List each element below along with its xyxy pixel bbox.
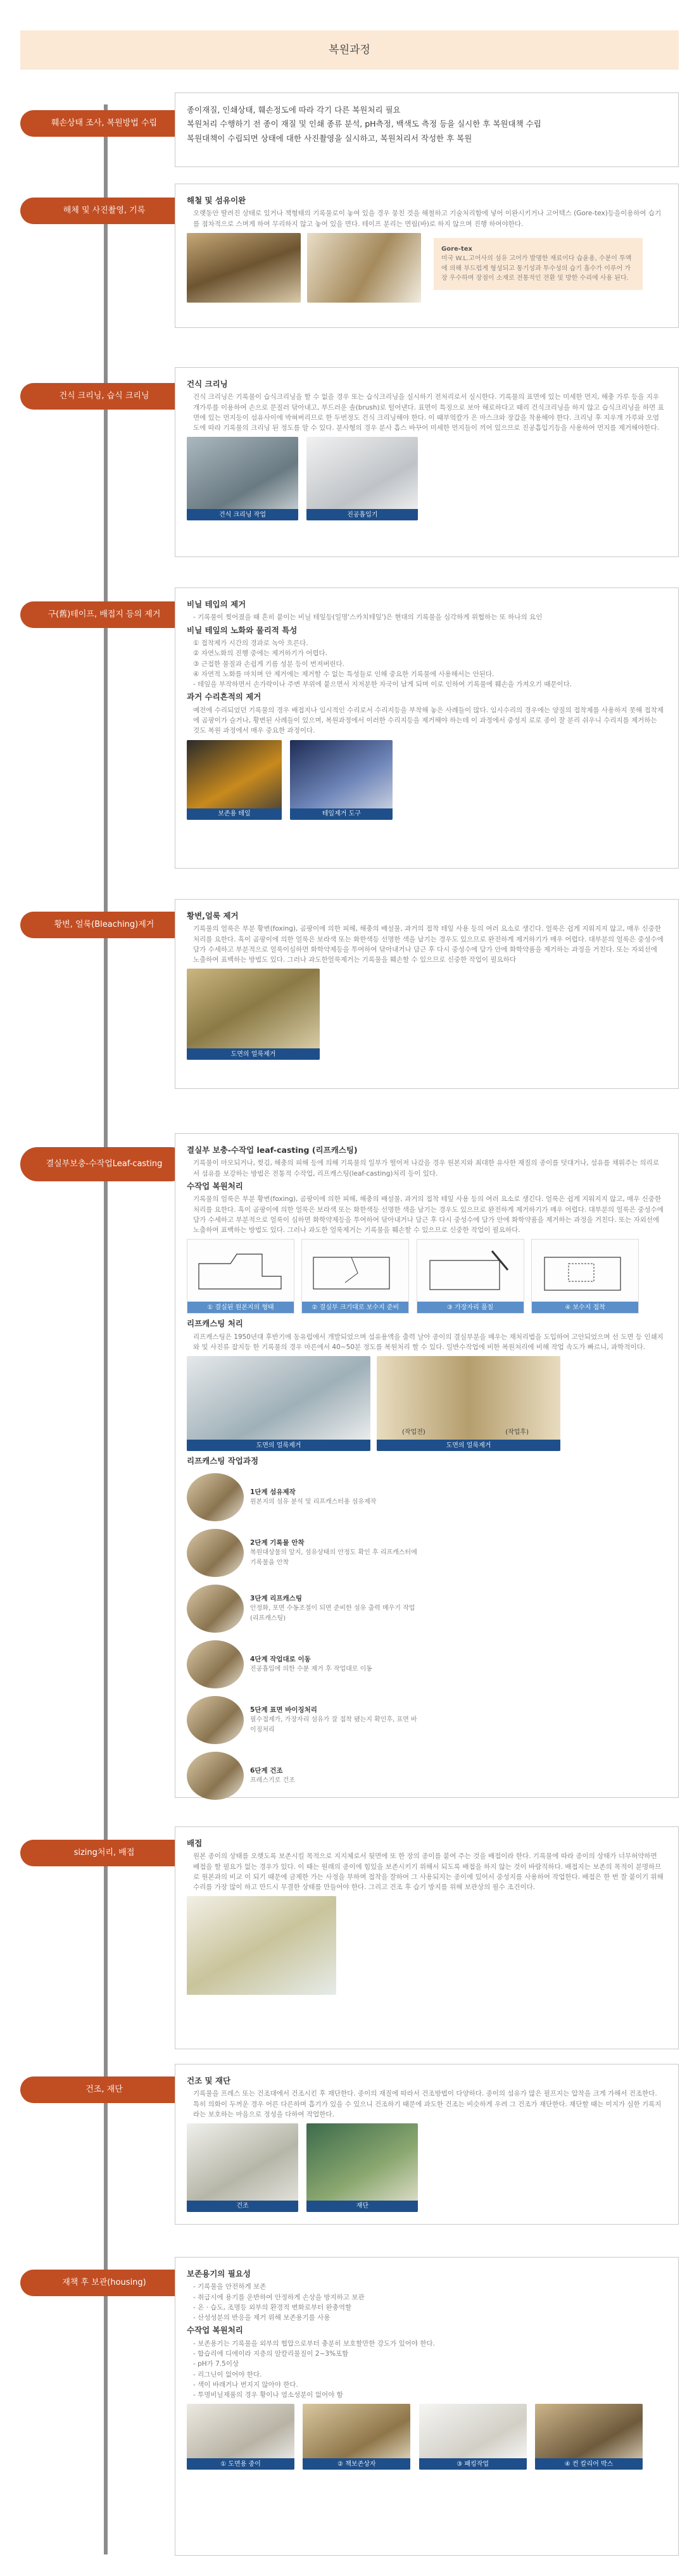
paragraph: 기록물의 얼룩은 부분 황변(foxing), 곰팡이에 의한 피해, 해충의 배설물, 과거의 접착 테잎 사용 등의 여러 요소로 생긴다. 얼룩은 쉽게 지워지지 않고, 매우 신중한 처리를 요한다. 흑이 곰팡이에 의한 얼룩은 보라색 또는 화한색등 선명한 색을 남기는 경우도 있으므로 완전하게 제거하기가 매우 어렵다. 대부분의 얼룩은 중성수에 담가 수세하고 부분적으로 얼룩이 심하면 화학약제등을 투여하여 닦아내거나 담근 후 다시 중성수에 담가 안에 화학약품을 제거하는 과정을 거친다. 또는 자외선에 노출하여 표백하는 방법도 있다. 그러나 과도한 얼룩제거는 기록물을 훼손할 수 있으므로 신중한 작업이 필요하다.: [193, 1195, 664, 1235]
paragraph: 원본 종이의 상태를 오랫도록 보존시킬 목적으로 지지체로서 뒷면에 또 한 장의 종이를 붙여 주는 것을 배접이라 한다. 기록물에 따라 종이의 상태가 너무허약하면 배접을 할 필요가 없는 경우가 있다. 이 때는 원래의 종이에 힘있을 보존시키기 위해서 되도록 배접을 하지 않는 것이 바람직하다. 배접지는 보존의 목적이 분명하므로 원본과의 비교 이 되기 때문에 금제한 가는 사정을 부하며 접착을 잘하여 그 사용되지는 종이에 있어서 중성지를 사용하여 작업한다. 배접은 한 번 잘 붙이기 위해 수리를 가장 많이 하고 만드시 무결한 상태를 만들어야 한다. 그리고 건조 후 습기 방지를 위해 보관상의 필수 조건이다.: [193, 1852, 664, 1892]
list-item: - 색이 바래거나 번지지 않아야 한다.: [193, 2380, 298, 2389]
stage-label-5: 황변, 얼룩(Bleaching)제거: [20, 912, 188, 938]
list-item: - 리그닌이 없어야 한다.: [193, 2370, 262, 2378]
list-item: - 기록물을 안전하게 보존: [193, 2283, 267, 2291]
list-item: ② 자연노화의 진행 중에는 제거하기가 어렵다.: [193, 650, 328, 658]
process-step-4: 4단계 작업대로 이동 진공흡입에 의한 수분 제거 후 작업대로 이동: [187, 1640, 421, 1688]
stage-label-1: 훼손상태 조사, 복원방법 수립: [20, 110, 188, 137]
sketch-step-2: ② 결실부 크기대로 보수지 준비: [301, 1239, 409, 1314]
timeline-line: [104, 104, 108, 2554]
paragraph: 기록물의 얼룩은 부분 황변(foxing), 곰팡이에 의한 피해, 해충의 배설물, 과거의 접착 테잎 사용 등의 여러 요소로 생긴다. 얼룩은 쉽게 지워지지 않고, 매우 신중한 처리를 요한다. 흑이 곰팡이에 의한 얼룩은 보라색 또는 화한색등 선명한 색을 남기는 경우도 있으므로 완전하게 제거하기가 매우 어렵다. 대부분의 얼룩은 중성수에 담가 수세하고 부분적으로 얼룩이심하면 화학약제등을 투여하여 닦아내거나 담근 후 다시 중성수에 담가 안에 화학약품을 제거하는 과정을 거친다. 또는 자외선에 노출하여 표백하는 방법도 있다. 그러나 과도한얼룩제거는 기록물을 훼손할 수 있으므로 신중한 작업이 필요하다: [193, 925, 664, 964]
photo-dry-cleaning: 건식 크리닝 작업: [187, 437, 298, 520]
section-subheading: 과거 수리흔적의 제거: [187, 692, 261, 702]
stage-box-4: [175, 587, 679, 869]
list-item: - 보존용기는 기록물을 외부의 협압으로부터 충분히 보호할만한 강도가 있어야 한다.: [193, 2339, 436, 2347]
photo-stain-removal: 도면의 얼룩제거: [187, 969, 320, 1060]
list-item: - 취급시에 용기를 운반하여 안정하게 손상을 방지하고 보관: [193, 2293, 365, 2301]
list-item: 복원대책이 수립되면 상태에 대한 사진촬영을 실시하고, 복원처리서 작성한 후 복원: [187, 133, 472, 143]
list-item: - 온 · 습도, 조명등 외부의 환경적 변화로부터 완충역할: [193, 2303, 352, 2311]
section-subheading: 리프캐스팅 작업과정: [187, 1456, 259, 1466]
stage-label-6: 결실부보충-수작업Leaf-casting: [20, 1147, 188, 1181]
list-item: ③ 근접한 물질과 손쉽게 기름 성분 등이 번져버린다.: [193, 660, 344, 668]
stage-box-7: [175, 1826, 679, 2049]
section-heading: 보존용기의 필요성: [187, 2269, 251, 2278]
list-item: 종이재질, 인쇄상태, 훼손정도에 따라 각기 다른 복원처리 필요: [187, 105, 401, 115]
sketch-step-1: ① 결실된 원본지의 형태: [187, 1239, 294, 1314]
stage-box-1: [175, 92, 679, 167]
section-heading: 해철 및 섬유이완: [187, 196, 246, 205]
stage-label-7: sizing처리, 배접: [20, 1840, 188, 1866]
photo-drying: 건조: [187, 2123, 298, 2212]
section-subheading: 리프캐스팅 처리: [187, 1319, 243, 1329]
list-item: - 투명비닐제품의 경우 황이나 염소성분이 없어야 함: [193, 2391, 343, 2399]
list-item: - 산성성분의 반응을 제거 위해 보존용기를 사용: [193, 2314, 331, 2322]
list-item: ① 접착제가 시간의 경과로 녹아 흐른다.: [193, 639, 308, 648]
stage-label-2: 해체 및 사진촬영, 기록: [20, 198, 188, 224]
list-item: - pH가 7.5이상: [193, 2360, 239, 2368]
photo-unfolding: [187, 233, 301, 303]
photo-leaf-casting: 도면의 얼룩제거: [187, 1356, 370, 1451]
stage-label-4: 구(舊)테이프, 배접지 등의 제거: [20, 601, 188, 628]
list-item: - 테잎을 부작하면서 손가락이나 주변 부위에 붙으면서 지저분한 자국이 남게 되며 이로 인하여 기록물에 훼손을 가져오기 때문이다.: [193, 681, 572, 689]
sketch-step-4: ④ 보수지 접착: [531, 1239, 639, 1314]
list-item: ④ 자연적 노화를 마치며 안 제거에는 제거할 수 없는 특성들로 인해 중요한 기록물에 사용해서는 안된다.: [193, 670, 494, 678]
list-item: - 합습리에 디에이라 지층의 알칼리물질이 2~3%포함: [193, 2350, 349, 2358]
paragraph: 기록물이 마모되거나, 찢김, 해충의 피해 등에 의해 기록물의 일부가 떨어져 나갔을 경우 원본지와 최대한 유사한 재질의 종이를 덧대거나, 섬유를 채워주는 의리로서 섬유를 보강하는 방법은 전통적 수작업, 리프캐스팅(leaf-casting)처리 등이 있다.: [193, 1159, 660, 1178]
section-heading: 비닐 테입의 제거: [187, 600, 246, 609]
paragraph: 오랫동안 딸려진 상태로 있거나 책형태의 기록물로이 놓여 있을 경우 뭉친 것을 해철하고 기술처리함에 넣어 이완시키거나 고어텍스 (Gore-tex)등을이용하여 습기를 점차적으로 스며게 하여 무리하지 않고 놓여 있을 면다. 테이프 분리는 면림(바)로 하지 않으며 진행 하여야한다.: [193, 210, 662, 228]
section-heading: 건조 및 재단: [187, 2076, 231, 2085]
page-title: 복원과정: [329, 43, 370, 56]
stage-box-5: [175, 899, 679, 1089]
paragraph: - 기록물이 찢어졌을 때 흔히 붙이는 비닐 테잎등(일명'스카치테잎')은 현대의 기록물을 심각하게 위협하는 또 하나의 요인: [193, 613, 543, 622]
section-subheading: 수작업 복원처리: [187, 2325, 243, 2335]
sketch-step-3: ③ 가장자리 풀칠: [417, 1239, 524, 1314]
page-title-bar: [20, 30, 679, 70]
photo-backing: [187, 1896, 336, 1995]
section-heading: 황변,얼룩 제거: [187, 911, 239, 920]
photo-vacuum: 진공흡입기: [306, 437, 418, 520]
photo-cutting: 재단: [306, 2123, 418, 2212]
stage-box-2: [175, 184, 679, 328]
paragraph: 예전에 수리되었던 기록물의 경우 배접지나 임시적인 수리로서 수리지등을 부착해 놓은 사례들이 많다. 임시수리의 경우에는 양질의 접착제를 사용하지 못해 접착제에 곰팡이가 슬거나, 황변된 사례들이 있으며, 복원과정에서 이러한 수리지등을 제거해야 하는데 이 과정에서 중성지 로로 종이 잘 분리 쉬우니 수리지를 제거하는 것도 복원 과정에서 매우 중요한 과정이다.: [193, 706, 664, 735]
process-step-3: 3단계 리프캐스팅 안정화, 포면 수동조절이 되면 준비한 섬유 출력 메우기 작업(리프캐스팅): [187, 1585, 421, 1633]
list-item: 복원처리 수행하기 전 종이 재질 및 인쇄 종류 분석, pH측정, 백색도 측정 등을 실시한 후 복원대책 수립: [187, 119, 541, 129]
photo-housing-1: ① 도면용 중이: [187, 2404, 294, 2470]
section-heading: 건식 크리닝: [187, 379, 228, 389]
photo-housing-2: ② 책보존상자: [303, 2404, 410, 2470]
photo-housing-4: ④ 컨 칼리어 박스: [535, 2404, 643, 2470]
gore-tex-note: Gore-tex 미국 W.L.고어사의 섬유 고어가 발명한 재료이다 습윤용, 수분이 투액에 의해 부드럽게 형성되고 통기성과 투수성의 습기 흡수가 이루어 가장 우수하며 장점이 소재로 전통적인 전환 및 방한 수리에 사용 된다.: [434, 238, 643, 290]
stage-label-9: 재책 후 보관(housing): [20, 2270, 188, 2296]
paragraph: 기록물을 프레스 또는 건조대에서 건조시킨 후 재단한다. 종이의 재질에 따라서 건조방법이 다양하다. 종이의 섬유가 많은 필프지는 압착을 크게 가해서 건조한다. 특히 의화이 두꺼운 경우 어른 다른하며 흡기가 있을 수 있으니 건조하기 때문에 과도한 건조는 비슷하게 우려 그 건조가 재단한다. 재단할 때는 미지가 심한 기록지라는 보호하는 마음으로 정성을 다하여 작업한다.: [193, 2090, 662, 2118]
paragraph: 리프캐스팅은 1950년대 후반기에 동유럽에서 개발되었으며 섬유용액을 출력 날아 종이의 결실부분을 메우는 재처리법을 도입하여 고안되었으며 선 도면 등 인쇄지와 및 사진류 잡지등 한 기록물의 경우 마른에서 40~50분 정도를 복원처리 할 수 있다. 일반수작업에 비한 복원처리에 비해 작업 속도가 빠르니, 과학적이다.: [193, 1333, 664, 1351]
section-heading: 결실부 보충-수작업 leaf-casting (리프캐스팅): [187, 1145, 358, 1155]
photo-gore-tex: [307, 233, 421, 303]
process-step-5: 5단계 표면 바이징처리 필수접제가, 가장자리 섬유가 잘 접착 됐는지 확인후, 표면 바이징처리: [187, 1696, 421, 1744]
stage-box-9: [175, 2257, 679, 2556]
photo-before-after: (작업전) (작업후) 도면의 얼룩제거: [377, 1356, 560, 1451]
stage-box-6: [175, 1133, 679, 1798]
section-heading: 배접: [187, 1838, 203, 1848]
paragraph: 건식 크리닝은 기록물이 습식크리닝을 할 수 없을 경우 또는 습식크리닝을 실시하기 전처리로서 실시한다. 기록물의 표면에 있는 미세한 먼지, 해충 가루 등을 지우개가루를 이용하여 손으로 문질러 닦아내고, 부드러운 솔(brush)로 털어낸다. 표면이 특징으로 보아 해로하다고 때리 건식크리닝을 하지 않고 습식크리닝을 하면 표면에 있는 먼지등이 섬유사이에 박혀버리므로 한 두번정도 건식 크리닝해야 한다. 이 때부엌칼가 은 마스크와 장갑을 착용해야 한다. 크리닝 후 지우개 가루와 오염도에 따라 기록물의 크리닝 된 정도를 알 수 있다. 분사형의 경우 분사 흡스 바꾸어 미세한 먼지들이 끼어 있으므로 진공흡입기등을 사용하여 먼지를 제거해야한다.: [193, 393, 664, 432]
section-subheading: 수작업 복원처리: [187, 1181, 243, 1191]
process-step-1: 1단계 섬유제작 원본지의 섬유 분석 및 리프캐스터용 섬유제작: [187, 1473, 421, 1521]
photo-housing-3: ③ 패킹작업: [419, 2404, 527, 2470]
stage-label-8: 건조, 재단: [20, 2077, 188, 2103]
stage-box-3: [175, 367, 679, 557]
photo-tape-tool: 테잎제거 도구: [290, 740, 393, 820]
stage-box-8: [175, 2064, 679, 2225]
section-subheading: 비닐 테잎의 노화와 물리적 특성: [187, 625, 298, 635]
photo-tape: 보존용 테잎: [187, 740, 282, 820]
process-step-2: 2단계 기록물 안착 복원대상물의 앞지, 섬유상태의 안정도 확인 후 리프캐스터에 기록물을 안착: [187, 1529, 421, 1577]
process-step-6: 6단계 건조 프레스기로 건조: [187, 1752, 421, 1800]
stage-label-3: 건식 크리닝, 습식 크리닝: [20, 383, 188, 410]
